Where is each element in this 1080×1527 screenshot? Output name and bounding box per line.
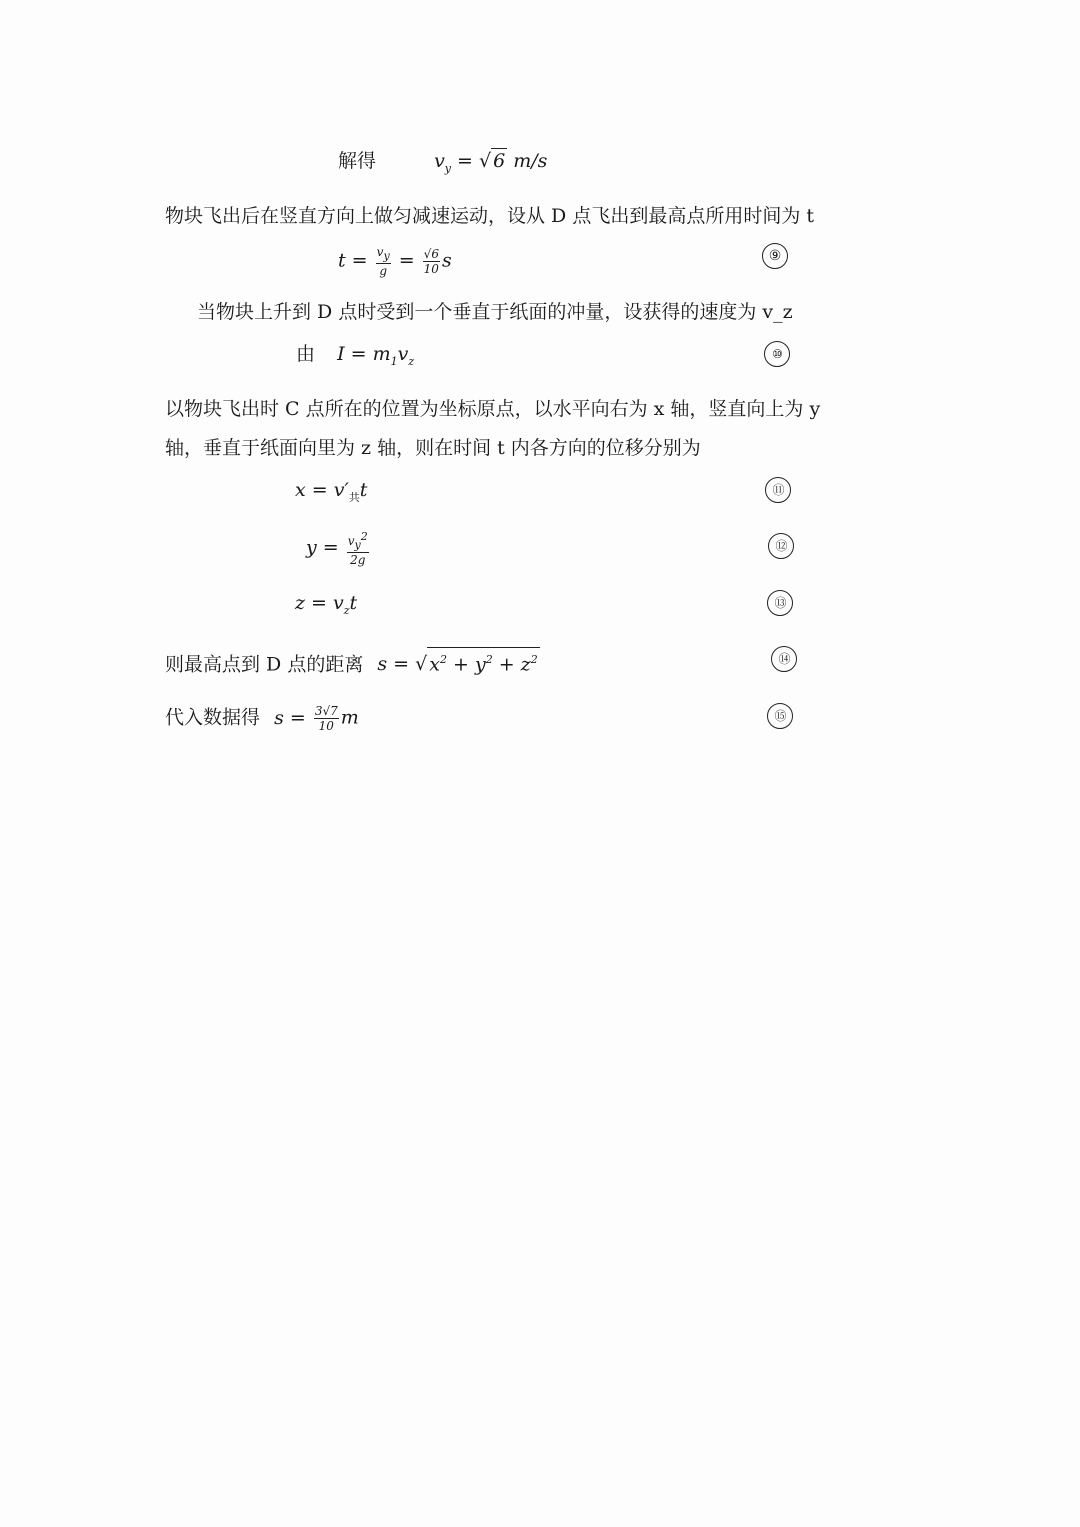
- line-distance: 则最高点到 D 点的距离 s = √ $x^2 + y^2 + z^2$: [165, 647, 540, 676]
- equation-tag-10: ⑩: [764, 341, 790, 367]
- label-distance: 则最高点到 D 点的距离: [165, 653, 364, 676]
- equation-tag-15: ⑮: [767, 703, 793, 729]
- text-line-4: 当物块上升到 D 点时受到一个垂直于纸面的冲量，设获得的速度为 v_z: [197, 301, 793, 323]
- text-line-2: 物块飞出后在竖直方向上做匀减速运动，设从 D 点飞出到最高点所用时间为 t: [165, 205, 814, 227]
- line-result: 代入数据得 s = $\frac{3√7}{10}$ m: [165, 704, 359, 733]
- formula-y: y = $\frac{v_y^2}{2g}$: [306, 530, 368, 568]
- text-line-7: 轴，垂直于纸面向里为 z 轴，则在时间 t 内各方向的位移分别为: [165, 437, 701, 459]
- label-jiede: 解得: [338, 150, 377, 172]
- line-solve-vy: [338, 148, 547, 181]
- label-result: 代入数据得: [165, 706, 261, 729]
- formula-vy: $v_y$ = √ 6 m/s: [434, 150, 548, 175]
- equation-tag-9: ⑨: [762, 243, 788, 269]
- formula-z: $z = v_zt$: [295, 592, 358, 617]
- equation-tag-11: ⑪: [765, 477, 791, 503]
- equation-tag-12: ⑫: [768, 533, 794, 559]
- formula-x: $x = v'_共t$: [295, 479, 368, 504]
- formula-t: t = $\frac{v_y}{g}$ = $\frac{√6}{10}$ s: [338, 245, 452, 279]
- equation-tag-13: ⑬: [767, 590, 793, 616]
- equation-tag-14: ⑭: [771, 646, 797, 672]
- label-you: 由: [296, 343, 316, 365]
- text-line-6: 以物块飞出时 C 点所在的位置为坐标原点，以水平向右为 x 轴，竖直向上为 y: [165, 398, 821, 420]
- line-impulse: 由 $I = m_1v_z$: [296, 343, 415, 368]
